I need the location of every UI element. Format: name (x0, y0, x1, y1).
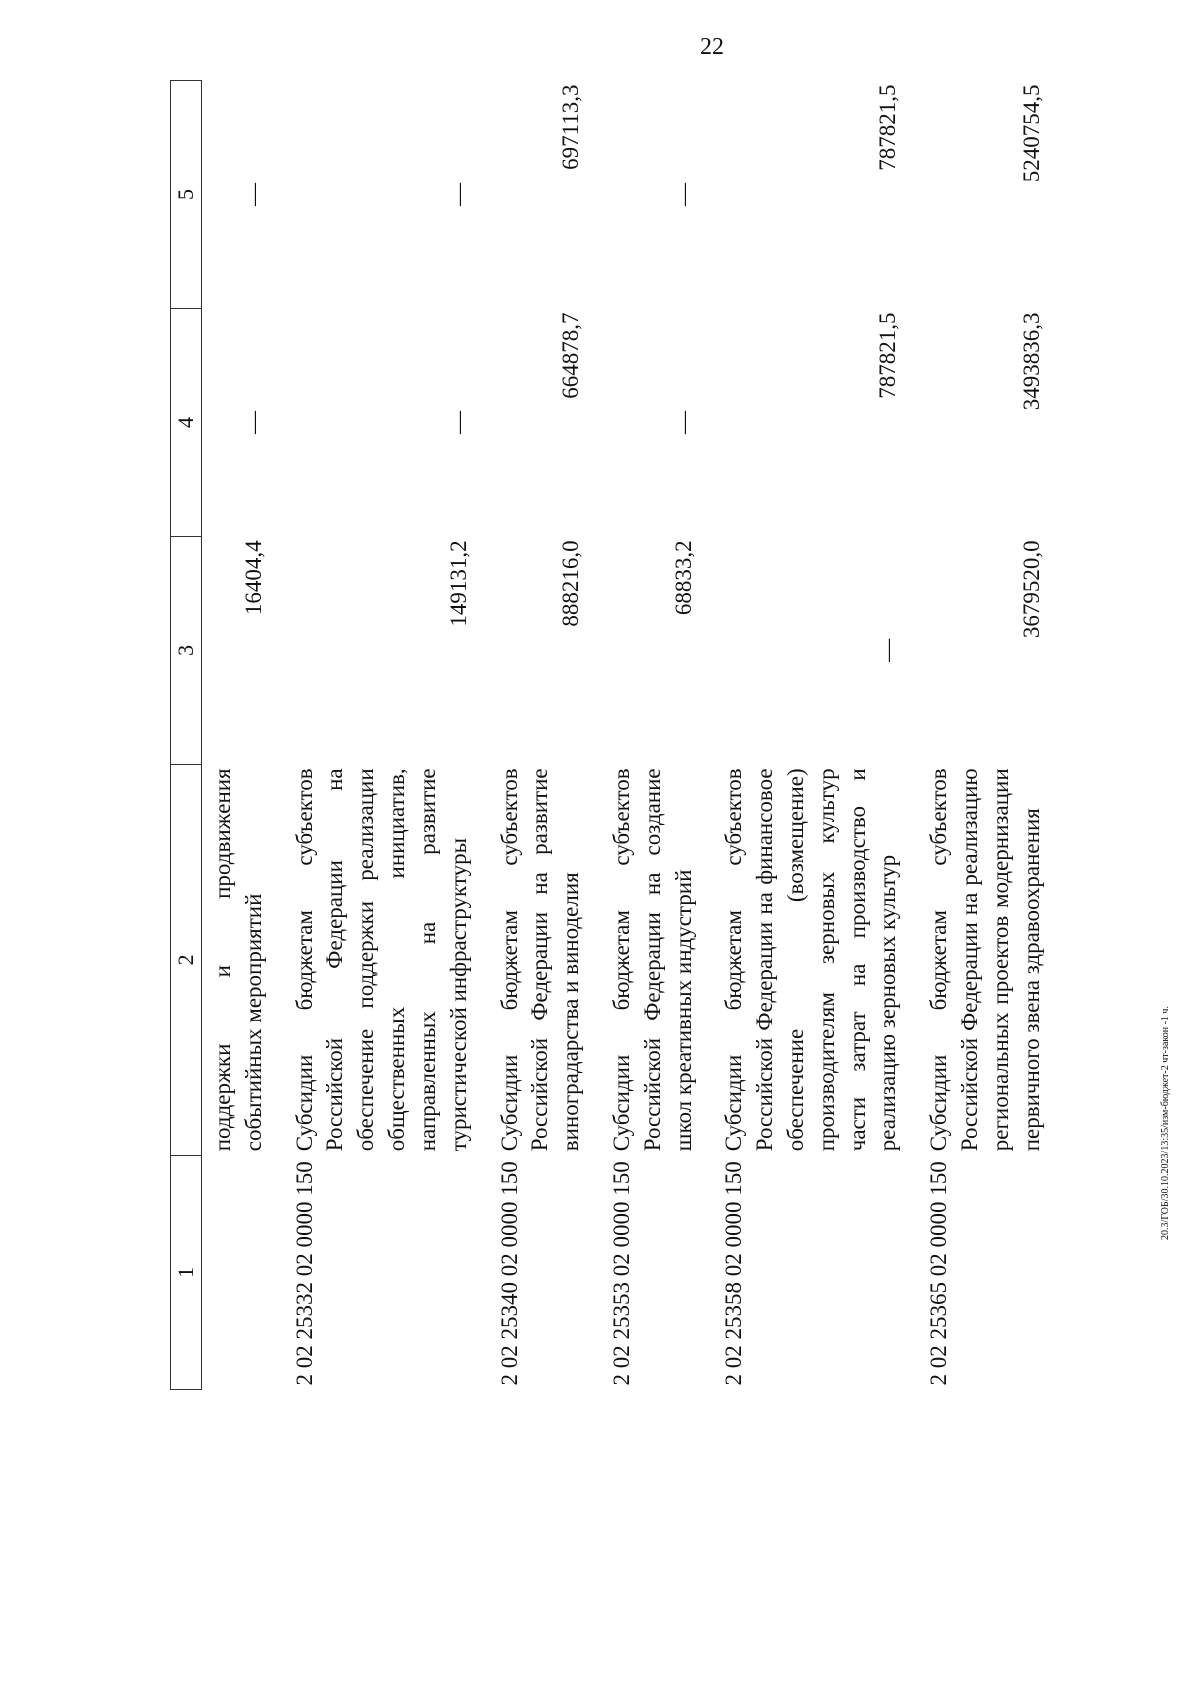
row-value-col3: 3679520,0 (1018, 540, 1044, 639)
row-value-col5: — (670, 183, 696, 206)
table-row (284, 81, 489, 1390)
page-number: 22 (700, 34, 724, 60)
row-value-col3: 149131,2 (445, 540, 471, 627)
table-row (489, 81, 601, 1390)
header-col-3: 3 (171, 536, 202, 764)
header-row (171, 81, 202, 1390)
table-row (713, 81, 918, 1390)
row-code: 2 02 25358 02 0000 150 (721, 1161, 747, 1386)
row-code (202, 1155, 284, 1389)
row-code: 2 02 25340 02 0000 150 (496, 1161, 522, 1386)
row-value-col3: 68833,2 (670, 540, 696, 616)
row-code: 2 02 25353 02 0000 150 (608, 1161, 634, 1386)
header-col-5: 5 (171, 81, 202, 309)
footer-code: 20.3/ГОБ/30.10.2023/13:35/изм-бюджет-2 чт-закон -1 ч. (1160, 1006, 1171, 1240)
row-description: Субсидии бюджетам субъектов Российской Федерации на развитие виноградарства и виноделия (496, 768, 584, 1152)
table-body (202, 81, 1062, 1390)
row-code: 2 02 25365 02 0000 150 (926, 1161, 952, 1386)
row-description: Субсидии бюджетам субъектов Российской Федерации на создание школ креативных индустрий (608, 768, 696, 1152)
row-value-col5: 5240754,5 (1018, 84, 1044, 183)
table-row (202, 81, 284, 1390)
row-description: поддержки и продвижения событийных мероприятий (210, 768, 266, 1152)
row-value-col5: — (240, 183, 266, 206)
header-col-4: 4 (171, 308, 202, 536)
row-description: Субсидии бюджетам субъектов Российской Федерации на реализацию региональных проектов модернизации первичного звена здравоохранения (926, 768, 1044, 1152)
row-value-col5: 697113,3 (558, 84, 584, 170)
row-description: Субсидии бюджетам субъектов Российской Федерации на обеспечение поддержки реализации общественных инициатив, направленных на развитие туристической инфраструктуры (291, 768, 471, 1152)
row-value-col4: — (670, 410, 696, 434)
table-header (171, 81, 202, 1390)
row-value-col4: — (445, 410, 471, 434)
row-value-col4: 787821,5 (875, 312, 901, 399)
row-code: 2 02 25332 02 0000 150 (291, 1161, 317, 1386)
row-value-col3: — (875, 638, 901, 662)
row-description: Субсидии бюджетам субъектов Российской Федерации на финансовое обеспечение (возмещение) производителям зерновых культур части затрат на производство и реализацию зерновых культур (721, 768, 901, 1152)
budget-table (170, 80, 1062, 1390)
header-col-2: 2 (171, 764, 202, 1155)
row-value-col4: 664878,7 (558, 312, 584, 399)
row-value-col5: 787821,5 (875, 84, 901, 171)
row-value-col4: — (240, 410, 266, 434)
rotated-page-content (170, 80, 1060, 1390)
row-value-col3: 16404,4 (240, 540, 266, 616)
table-row (918, 81, 1061, 1390)
row-value-col5: — (445, 183, 471, 206)
row-value-col3: 888216,0 (558, 540, 584, 627)
header-col-1: 1 (171, 1155, 202, 1389)
table-row (601, 81, 713, 1390)
row-value-col4: 3493836,3 (1018, 312, 1044, 411)
